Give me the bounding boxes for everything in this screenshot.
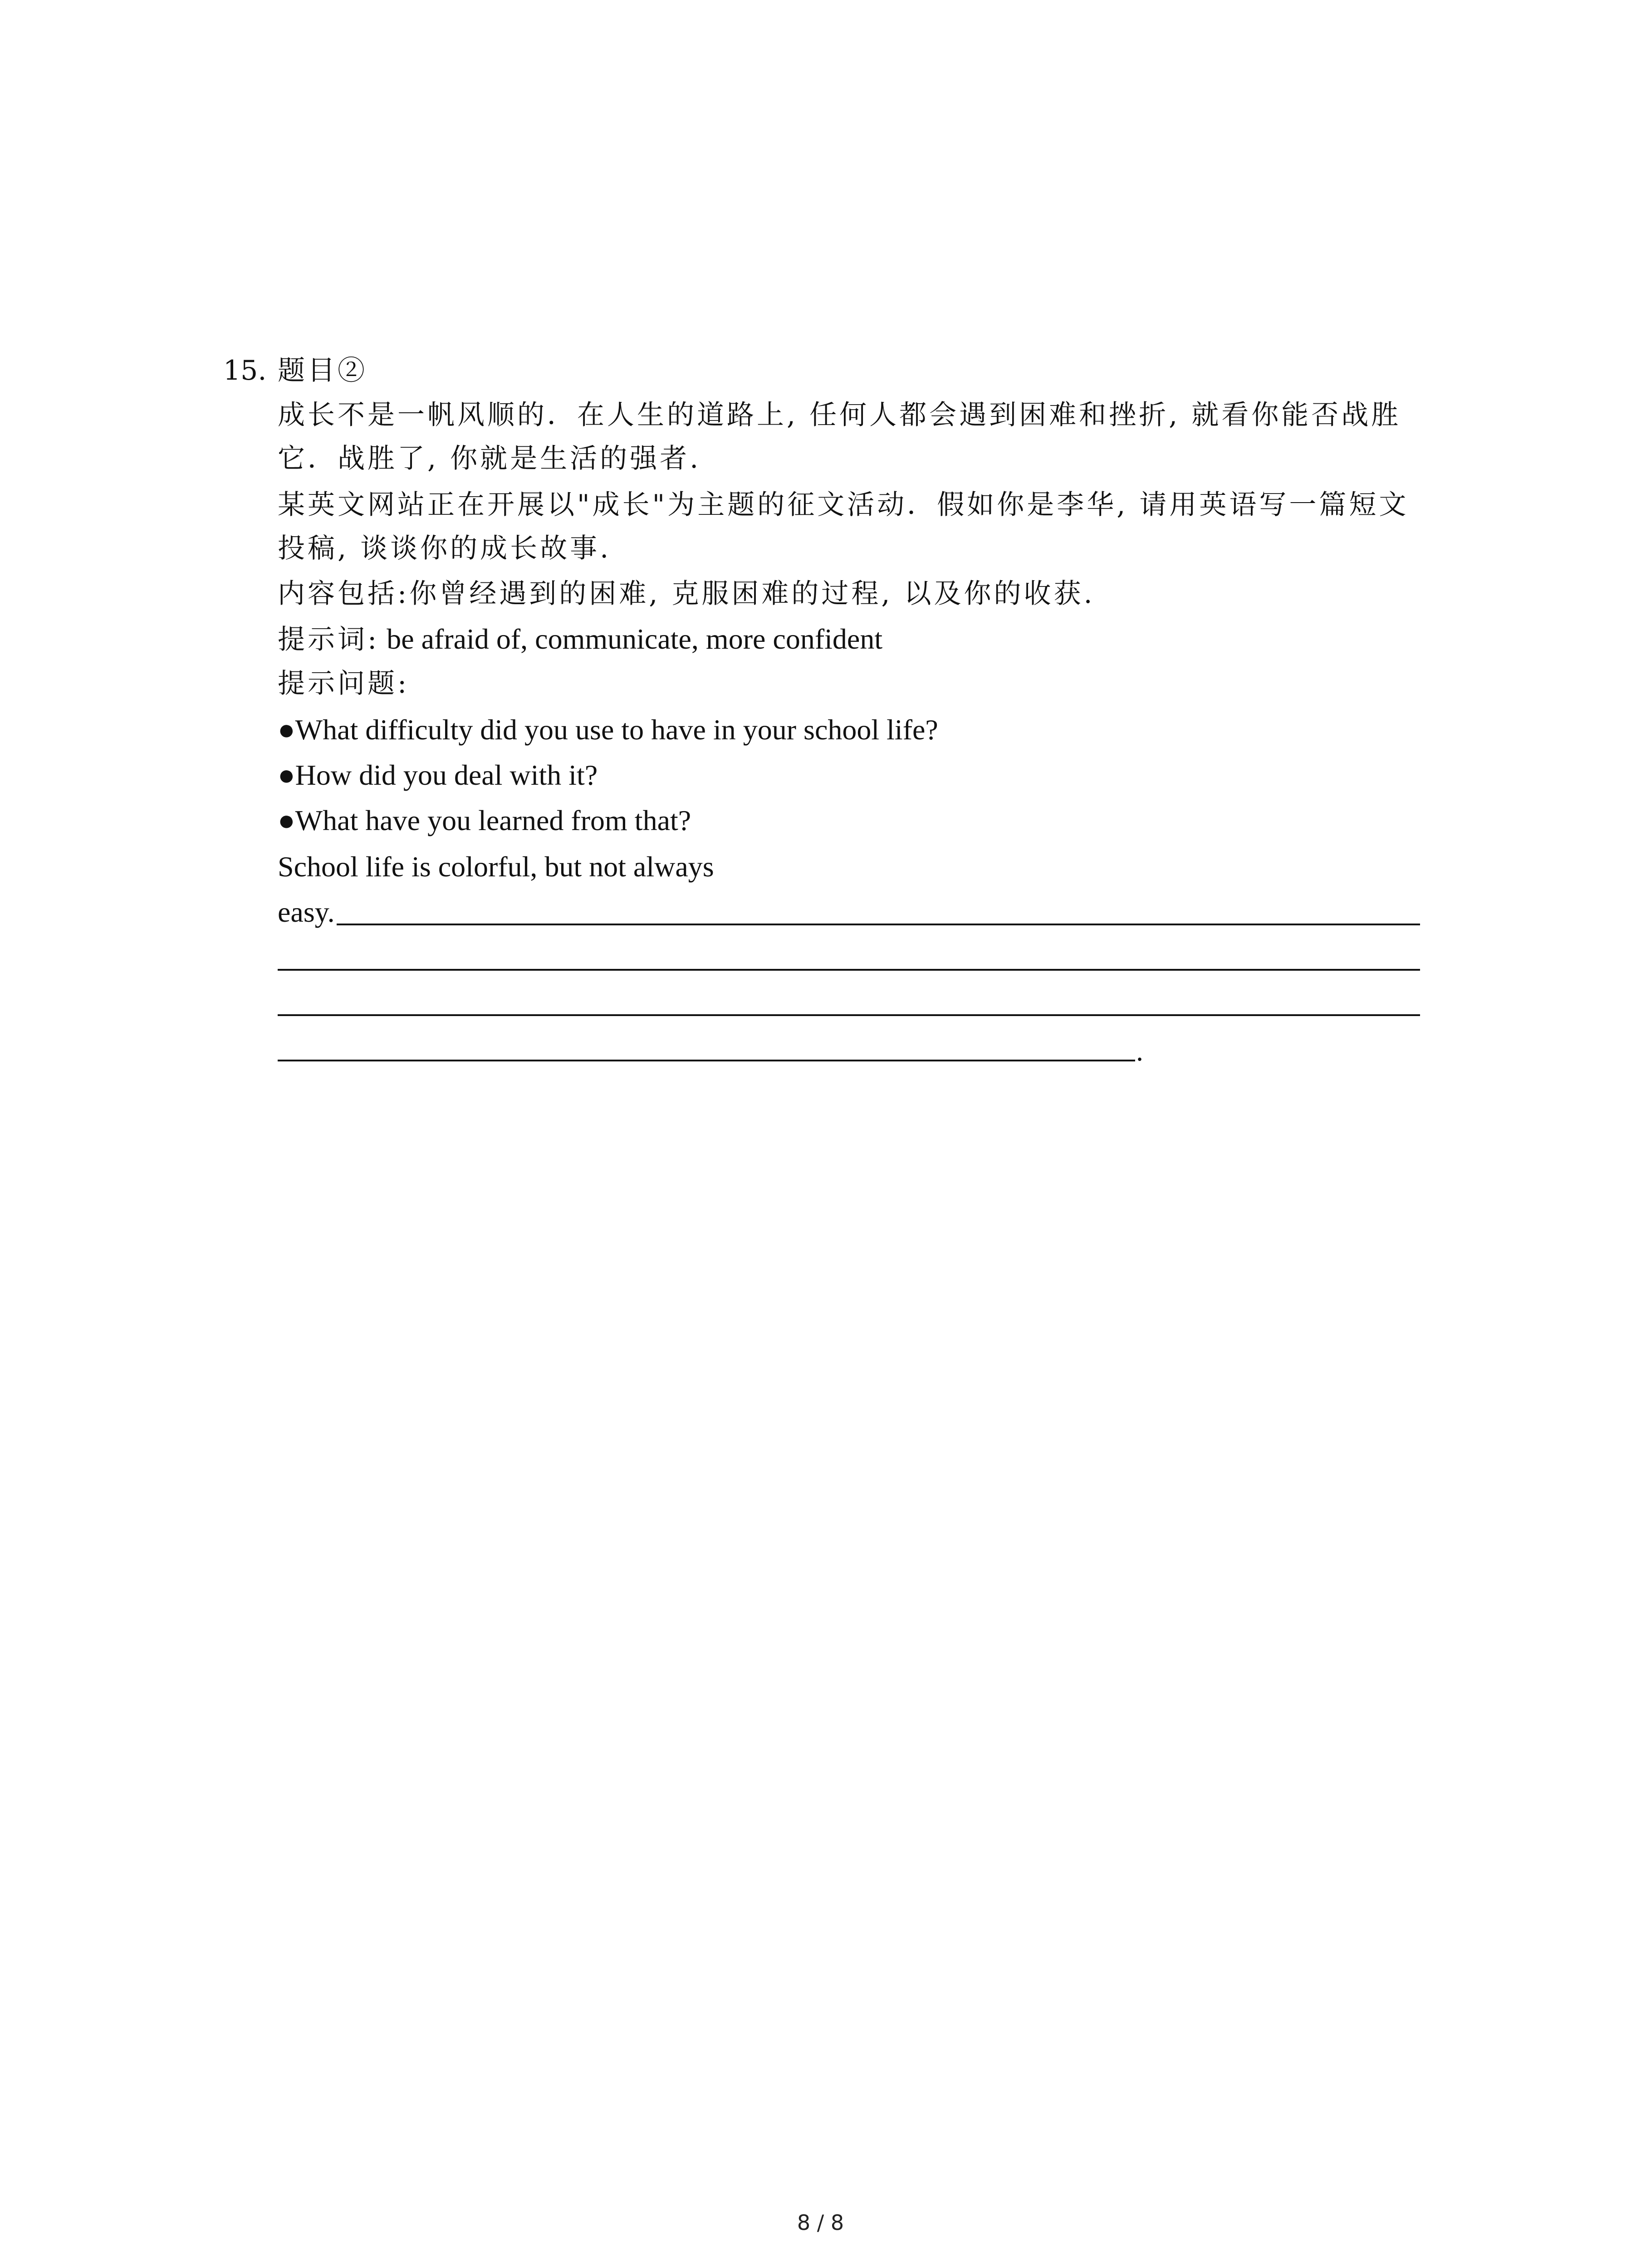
answer-blank-line-4[interactable] [278, 1060, 1135, 1061]
hint-questions-label: 提示问题: [278, 668, 410, 699]
hint-words-line [278, 619, 882, 660]
essay-start-line-2: easy. [278, 896, 335, 928]
hint-words: be afraid of, communicate, more confident [379, 623, 883, 655]
hint-question-3: ●What have you learned from that? [278, 804, 691, 836]
hint-question-2: ●How did you deal with it? [278, 759, 598, 791]
page-number: 8 / 8 [797, 2210, 844, 2235]
question-number: 15. [223, 355, 267, 386]
hint-words-label: 提示词: [278, 624, 380, 655]
question-title: 题目② [278, 355, 367, 386]
prompt-line-3: 某英文网站正在开展以"成长"为主题的征文活动．假如你是李华, 请用英语写一篇短文 [278, 489, 1409, 521]
ending-period: . [1136, 1035, 1143, 1067]
answer-blank-line-1[interactable] [337, 924, 1420, 925]
content-requirements: 内容包括:你曾经遇到的困难, 克服困难的过程, 以及你的收获. [278, 578, 1095, 610]
essay-start-line-1: School life is colorful, but not always [278, 850, 714, 883]
hint-question-1: ●What difficulty did you use to have in your school life? [278, 714, 938, 746]
prompt-line-2: 它．战胜了, 你就是生活的强者. [278, 443, 701, 474]
answer-blank-line-3[interactable] [278, 1014, 1420, 1016]
prompt-line-1: 成长不是一帆风顺的．在人生的道路上, 任何人都会遇到困难和挫折, 就看你能否战胜 [278, 399, 1401, 431]
prompt-line-4: 投稿, 谈谈你的成长故事. [278, 533, 612, 564]
answer-blank-line-2[interactable] [278, 969, 1420, 971]
